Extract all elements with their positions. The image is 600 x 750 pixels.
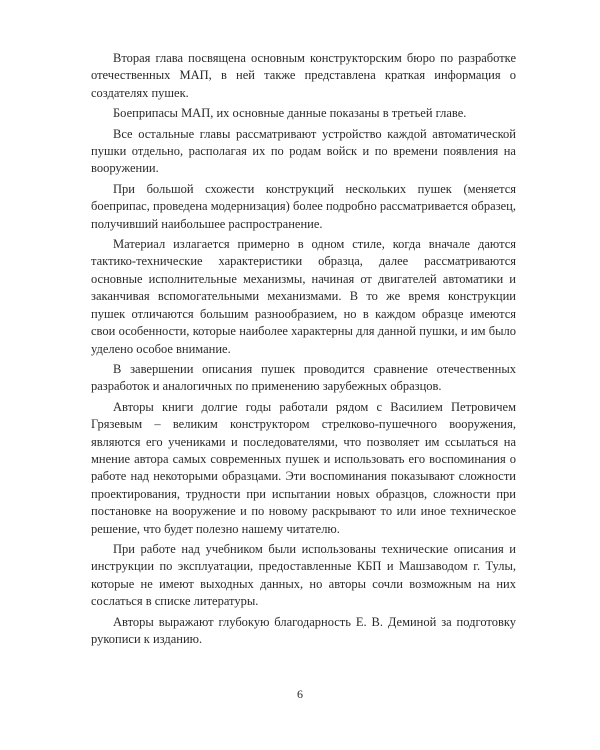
body-text (91, 50, 516, 651)
paragraph-chapter-two: Вторая глава посвящена основным конструкторским бюро по разработке отечественных МАП, в ней также представлена краткая информация о создателях пушек. (91, 51, 516, 100)
paragraph-other-chapters: Все остальные главы рассматривают устройство каждой автоматической пушки отдельно, располагая их по родам войск и по времени появления на вооружении. (91, 126, 516, 176)
paragraph-ammunition: Боеприпасы МАП, их основные данные показаны в третьей главе. (113, 106, 467, 121)
paragraph-comparison: В завершении описания пушек проводится сравнение отечественных разработок и аналогичных по применению зарубежных образцов. (91, 361, 516, 394)
paragraph-gryazev: Авторы книги долгие годы работали рядом с Василием Петровичем Грязевым – великим конструктором стрелково-пушечного вооружения, являются его учениками и последователями, что позволяет им ссылаться на мнение автора самых современных пушек и использовать его воспоминания о работе над некоторыми образцами. Эти воспоминания показывают сложности проектирования, трудности при испытании новых образцов, сложности при постановке на вооружение и по новому раскрывают то или иное техническое решение, что будет полезно нашему читателю. (91, 399, 516, 536)
paragraph-material-style: Материал излагается примерно в одном стиле, когда вначале даются тактико-технические характеристики образца, далее рассматриваются основные исполнительные механизмы, начиная от двигателей автоматики и заканчивая вспомогательными механизмами. В то же время конструкции пушек отличаются большим разнообразием, но в каждом образце имеются свои особенности, которые наиболее характерны для данной пушки, и им было уделено особое внимание. (91, 237, 516, 356)
page-number: 6 (297, 687, 303, 701)
paragraph-sources: При работе над учебником были использованы технические описания и инструкции по эксплуатации, предоставленные КБП и Машзаводом г. Тулы, которые не имеют выходных данных, но авторы сочли возможным на них сослаться в списке литературы. (91, 541, 516, 609)
paragraph-acknowledgement: Авторы выражают глубокую благодарность Е. В. Деминой за подготовку рукописи к изданию. (91, 614, 516, 646)
paragraph-similar-designs: При большой схожести конструкций нескольких пушек (меняется боеприпас, проведена модернизация) более подробно рассматривается образец, получивший наибольшее распространение. (91, 181, 516, 231)
